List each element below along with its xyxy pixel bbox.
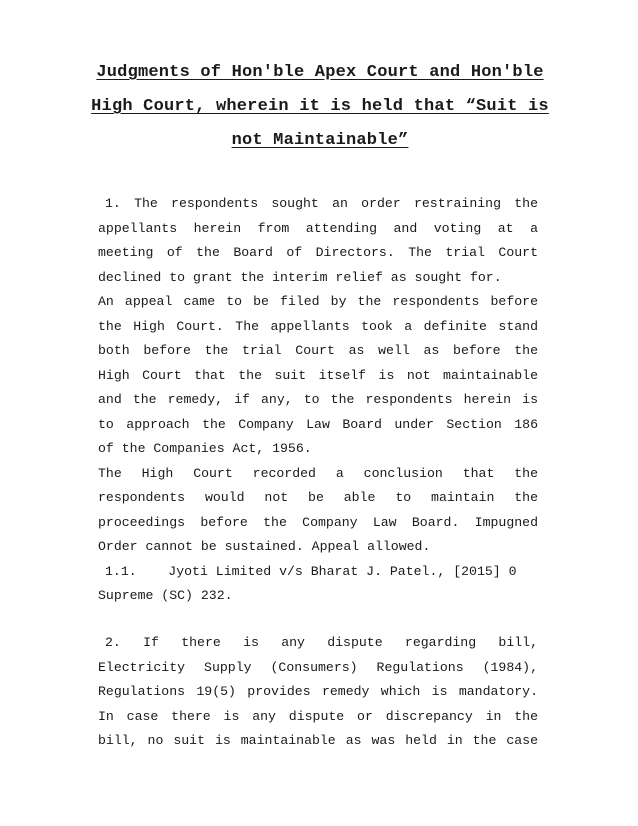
paragraph-line: An appeal came to be filed by the respondents before: [98, 294, 538, 309]
paragraph-line: appellants herein from attending and voting at a: [98, 220, 538, 236]
paragraph-line: 2. If there is any dispute regarding bill,: [105, 635, 538, 650]
paragraph-line: both before the trial Court as well as before the: [98, 343, 538, 358]
paragraph-line: The High Court recorded a conclusion that the: [98, 465, 538, 481]
title-line-2: High Court, wherein it is held that “Suit is: [91, 97, 549, 116]
judgment-paragraph-1: [98, 192, 538, 609]
paragraph-line: 1. The respondents sought an order restraining the: [105, 196, 538, 211]
paragraph-line: of the Companies Act, 1956.: [98, 441, 312, 456]
paragraph-line: to approach the Company Law Board under Section 186: [98, 416, 538, 432]
paragraph-line: respondents would not be able to maintain the: [98, 490, 538, 505]
title-line-3: not Maintainable”: [231, 131, 409, 150]
paragraph-line: declined to grant the interim relief as sought for.: [98, 269, 502, 285]
paragraph-line: High Court that the suit itself is not maintainable: [98, 367, 538, 383]
paragraph-line: Order cannot be sustained. Appeal allowed.: [98, 539, 431, 554]
document-title: [60, 56, 580, 158]
citation-line-1: 1.1. Jyoti Limited v/s Bharat J. Patel., [2015] 0: [105, 563, 517, 579]
paragraph-line: bill, no suit is maintainable as was held in the case: [98, 733, 538, 748]
paragraph-line: and the remedy, if any, to the respondents herein is: [98, 392, 538, 407]
paragraph-line: meeting of the Board of Directors. The trial Court: [98, 245, 538, 260]
paragraph-line: Regulations 19(5) provides remedy which is mandatory.: [98, 684, 538, 699]
judgment-paragraph-2: [98, 631, 538, 754]
title-line-1: Judgments of Hon'ble Apex Court and Hon'ble: [96, 63, 544, 82]
paragraph-line: proceedings before the Company Law Board. Impugned: [98, 514, 538, 530]
citation-line-2: Supreme (SC) 232.: [98, 588, 233, 603]
paragraph-line: the High Court. The appellants took a definite stand: [98, 318, 538, 334]
paragraph-line: In case there is any dispute or discrepancy in the: [98, 708, 538, 724]
paragraph-line: Electricity Supply (Consumers) Regulations (1984),: [98, 659, 538, 675]
